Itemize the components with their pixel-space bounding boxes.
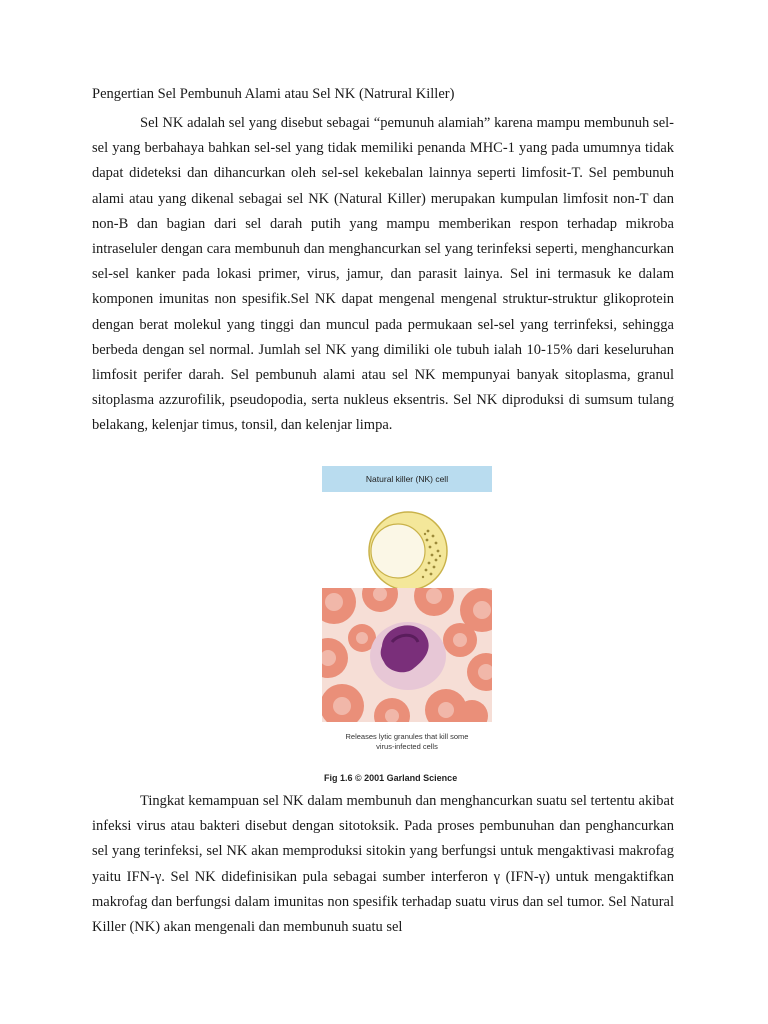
nk-cell-figure — [322, 466, 492, 762]
caption-line-1: Releases lytic granules that kill some — [345, 732, 469, 741]
figure-header: Natural killer (NK) cell — [322, 466, 492, 493]
blood-smear-image — [322, 588, 492, 722]
micrograph — [322, 588, 492, 722]
caption-line-2: virus-infected cells — [376, 742, 438, 751]
figure-credit: Fig 1.6 © 2001 Garland Science — [324, 773, 458, 783]
paragraph-cytotoxicity: Tingkat kemampuan sel NK dalam membunuh dan menghancurkan suatu sel tertentu akibat infeksi virus atau bakteri disebut dengan sitotoksik. Pada proses pembunuhan dan penghancurkan sel yang terinfeksi, sel NK akan memproduksi sitokin yang berfungsi untuk mengaktivasi makrofag yaitu IFN-γ. Sel NK didefinisikan pula sebagai sumber interferon γ (IFN-γ) untuk mengaktifkan makrofag dan berfungsi dalam imunitas non spesifik terhadap suatu virus dan sel tumor. Sel Natural Killer (NK) akan mengenali dan membunuh suatu sel — [92, 793, 674, 936]
cell-nucleus — [371, 524, 425, 578]
paragraph-nk-definition: Sel NK adalah sel yang disebut sebagai “pemunuh alamiah” karena mampu membunuh sel-sel yang berbahaya bahkan sel-sel yang tidak memiliki penanda MHC-1 yang pada umumnya tidak dapat dideteksi dan dihancurkan oleh sel-sel kekebalan lainnya seperti limfosit-T. Sel pembunuh alami atau yang dikenal sebagai sel NK (Natural Killer) merupakan kumpulan limfosit non-T dan non-B dan bagian dari sel darah putih yang mampu memberikan respon terhadap mikroba intraseluler dengan cara membunuh dan menghancurkan sel yang terinfeksi seperti, menghancurkan sel-sel kanker pada lokasi primer, virus, jamur, dan parasit lainya. Sel ini termasuk ke dalam komponen imunitas non spesifik.Sel NK dapat mengenal mengenal struktur-struktur glikoprotein dengan berat molekul yang tinggi dan muncul pada permukaan sel-sel yang terrinfeksi, sehingga berbeda dengan sel normal. Jumlah sel NK yang dimiliki ole tubuh ialah 10-15% dari keseluruhan limfosit perifer darah. Sel pembunuh alami atau sel NK mempunyai banyak sitoplasma, granul sitoplasma azzurofilik, pseudopodia, serta nukleus eksentris. Sel NK diproduksi di sumsum tulang belakang, kelenjar timus, tonsil, dan kelenjar limpa. — [92, 115, 674, 434]
section-heading: Pengertian Sel Pembunuh Alami atau Sel NK (Natrural Killer) — [92, 86, 455, 102]
figure-caption — [322, 724, 492, 762]
